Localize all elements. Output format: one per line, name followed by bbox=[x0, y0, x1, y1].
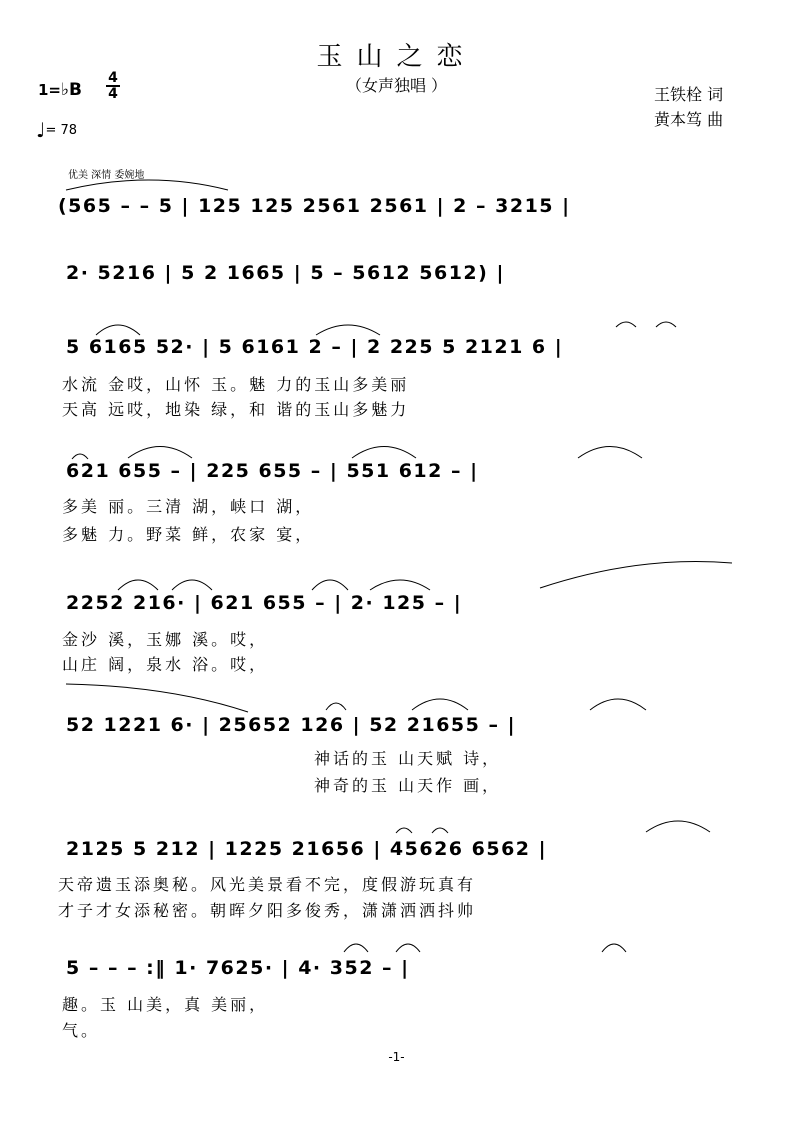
slur-arc bbox=[396, 944, 420, 952]
lyrics-row-7-verse-1: 天帝遗玉添奥秘。风光美景看不完，度假游玩真有 bbox=[58, 875, 477, 894]
slur-arc bbox=[118, 580, 158, 590]
slur-arc bbox=[172, 580, 212, 590]
notation-row-4: 621 655 – | 225 655 – | 551 612 – | bbox=[66, 460, 479, 482]
slur-arc bbox=[396, 828, 412, 833]
slur-arc bbox=[128, 447, 192, 459]
notation-row-3: 5 6165 52· | 5 6161 2 – | 2 225 5 2121 6 | bbox=[66, 336, 564, 358]
page-number: -1- bbox=[388, 1050, 405, 1064]
key-note: B bbox=[69, 80, 83, 100]
slur-arc bbox=[656, 322, 676, 327]
key-signature bbox=[38, 80, 82, 100]
notation-row-5: 2252 216· | 621 655 – | 2· 125 – | bbox=[66, 592, 463, 614]
slur-arc bbox=[72, 454, 88, 459]
slur-arc bbox=[432, 828, 448, 833]
lyrics-row-6-verse-2: 神奇的玉 山天作 画， bbox=[314, 776, 502, 795]
lyrics-row-5-verse-2: 山庄 阔，泉水 浴。哎， bbox=[62, 655, 269, 674]
notation-row-1: (565 – – 5 | 125 125 2561 2561 | 2 – 3215 | bbox=[58, 195, 571, 217]
slur-arc bbox=[316, 325, 380, 335]
lyrics-row-6-verse-1: 神话的玉 山天赋 诗， bbox=[314, 749, 502, 768]
slur-arc bbox=[646, 821, 710, 832]
notation-row-8: 5 – – – :‖ 1· 7625· | 4· 352 – | bbox=[66, 957, 410, 979]
slur-arc bbox=[326, 703, 346, 710]
flat-sign: ♭ bbox=[61, 80, 70, 100]
slur-arc bbox=[590, 699, 646, 710]
meter-top: 4 bbox=[108, 70, 118, 86]
notation-row-7: 2125 5 212 | 1225 21656 | 45626 6562 | bbox=[66, 838, 548, 860]
lyrics-row-3-verse-1: 水流 金哎，山怀 玉。魅 力的玉山多美丽 bbox=[62, 375, 410, 394]
meter-bottom: 4 bbox=[108, 86, 118, 102]
slur-arc bbox=[370, 580, 430, 590]
tempo-value: = 78 bbox=[45, 123, 78, 138]
slur-arc bbox=[312, 580, 348, 590]
slur-arc bbox=[578, 447, 642, 459]
lyrics-row-8-verse-2: 气。 bbox=[62, 1021, 101, 1040]
slur-arc bbox=[616, 322, 636, 327]
lyrics-row-4-verse-1: 多美 丽。三清 湖，峡口 湖， bbox=[62, 497, 315, 516]
lyrics-row-7-verse-2: 才子才女添秘密。朝晖夕阳多俊秀，潇潇洒洒抖帅 bbox=[58, 901, 477, 920]
slur-arc bbox=[352, 447, 416, 459]
lyrics-row-4-verse-2: 多魅 力。野菜 鲜，农家 宴， bbox=[62, 525, 315, 544]
slur-arc bbox=[540, 561, 732, 588]
key-prefix: 1= bbox=[38, 81, 62, 99]
composer-credit: 黄本笃 曲 bbox=[654, 110, 724, 129]
lyrics-row-8-verse-1: 趣。玉 山美，真 美丽， bbox=[62, 995, 269, 1014]
slur-arc bbox=[602, 944, 626, 952]
lyrics-row-3-verse-2: 天高 远哎，地染 绿，和 谐的玉山多魅力 bbox=[62, 400, 410, 419]
song-title: 玉山之恋 bbox=[316, 42, 477, 72]
notation-row-6: 52 1221 6· | 25652 126 | 52 21655 – | bbox=[66, 714, 517, 736]
slur-arc bbox=[66, 180, 228, 190]
notation-row-2: 2· 5216 | 5 2 1665 | 5 – 5612 5612) | bbox=[66, 262, 505, 284]
expression-marking: 优美 深情 委婉地 bbox=[68, 170, 145, 181]
slur-arc bbox=[412, 699, 468, 710]
lyrics-row-5-verse-1: 金沙 溪，玉娜 溪。哎， bbox=[62, 630, 269, 649]
time-signature bbox=[106, 71, 120, 101]
slur-arc bbox=[96, 325, 140, 335]
slur-arc bbox=[344, 944, 368, 952]
lyricist-credit: 王铁栓 词 bbox=[654, 85, 724, 104]
quarter-note-icon: ♩ bbox=[36, 118, 46, 142]
song-subtitle: （女声独唱 ） bbox=[345, 76, 448, 95]
tempo-marking bbox=[36, 118, 77, 142]
slur-arc bbox=[66, 684, 248, 712]
